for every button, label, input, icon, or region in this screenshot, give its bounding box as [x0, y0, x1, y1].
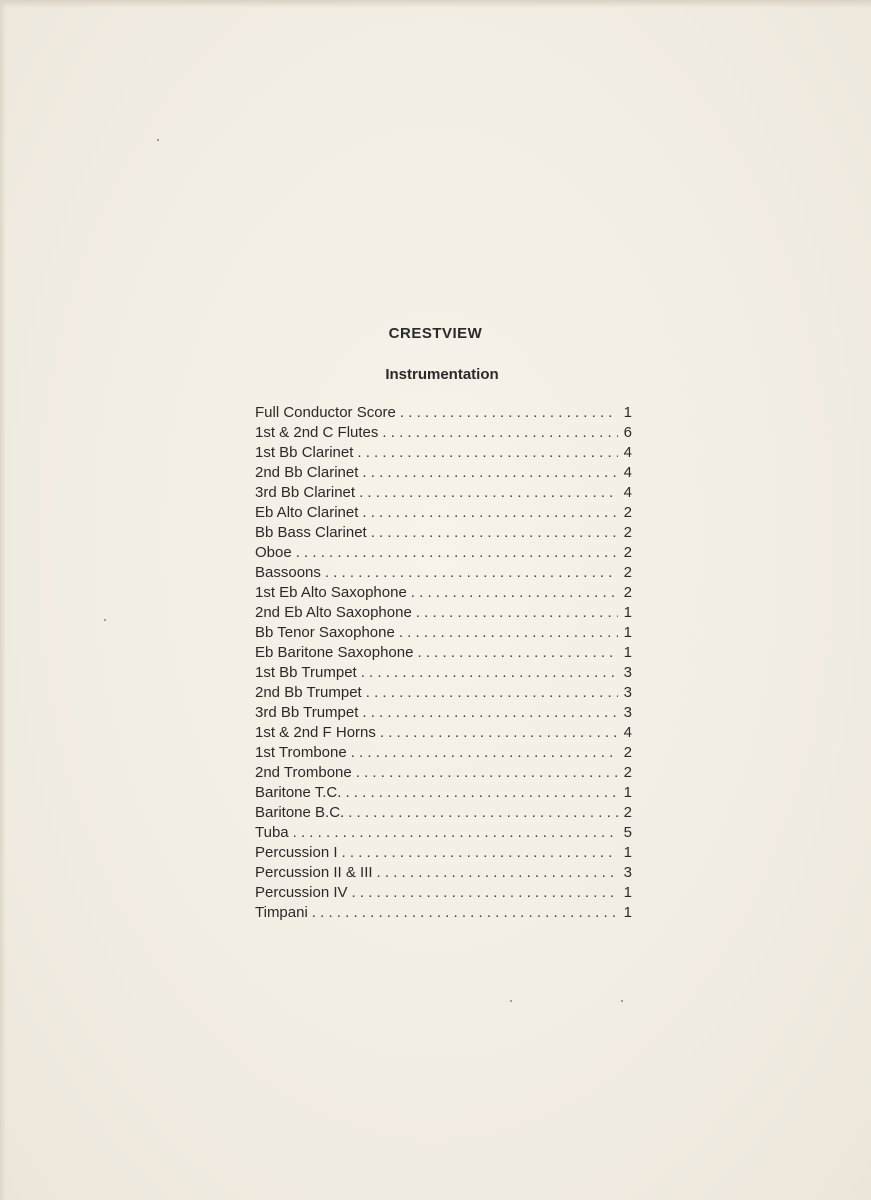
list-item	[255, 723, 632, 743]
instrument-name: Baritone T.C.	[255, 784, 342, 801]
list-item	[255, 523, 632, 543]
instrument-quantity: 1	[623, 404, 632, 421]
instrument-name: 2nd Trombone	[255, 764, 352, 781]
instrument-name: 1st Trombone	[255, 744, 347, 761]
instrument-name: Percussion II & III	[255, 864, 373, 881]
list-item	[255, 483, 632, 503]
list-item	[255, 903, 632, 923]
instrument-name: 3rd Bb Trumpet	[255, 704, 359, 721]
dot-leader	[356, 763, 618, 783]
dot-leader	[400, 403, 618, 423]
paper-speck	[157, 139, 159, 141]
instrument-quantity: 5	[623, 824, 632, 841]
instrument-quantity: 2	[623, 744, 632, 761]
dot-leader	[361, 663, 618, 683]
list-item	[255, 563, 632, 583]
dot-leader	[345, 783, 618, 803]
list-item	[255, 823, 632, 843]
instrument-name: Eb Alto Clarinet	[255, 504, 359, 521]
dot-leader	[362, 703, 618, 723]
dot-leader	[417, 643, 618, 663]
list-item	[255, 623, 632, 643]
list-item	[255, 583, 632, 603]
list-item	[255, 423, 632, 443]
paper-speck	[621, 1000, 623, 1002]
instrument-quantity: 3	[623, 704, 632, 721]
paper-top-edge	[0, 0, 871, 8]
list-item	[255, 603, 632, 623]
list-item	[255, 743, 632, 763]
list-item	[255, 883, 632, 903]
dot-leader	[359, 483, 618, 503]
dot-leader	[380, 723, 618, 743]
instrument-name: 3rd Bb Clarinet	[255, 484, 356, 501]
instrument-quantity: 2	[623, 544, 632, 561]
instrument-quantity: 4	[623, 444, 632, 461]
paper-speck	[104, 619, 106, 621]
list-item	[255, 683, 632, 703]
instrument-name: Percussion I	[255, 844, 338, 861]
dot-leader	[362, 463, 618, 483]
instrumentation-list	[255, 403, 632, 923]
dot-leader	[293, 823, 618, 843]
instrument-name: 2nd Bb Clarinet	[255, 464, 359, 481]
list-item	[255, 803, 632, 823]
instrument-name: Bb Bass Clarinet	[255, 524, 367, 541]
instrument-quantity: 6	[623, 424, 632, 441]
dot-leader	[377, 863, 618, 883]
instrument-quantity: 1	[623, 624, 632, 641]
instrument-name: 1st Bb Trumpet	[255, 664, 357, 681]
dot-leader	[399, 623, 618, 643]
instrument-quantity: 1	[623, 844, 632, 861]
list-item	[255, 703, 632, 723]
list-item	[255, 543, 632, 563]
section-heading: Instrumentation	[385, 366, 499, 383]
page-title: CRESTVIEW	[388, 325, 483, 342]
instrument-quantity: 1	[623, 644, 632, 661]
dot-leader	[411, 583, 618, 603]
instrument-name: Full Conductor Score	[255, 404, 396, 421]
instrument-name: Timpani	[255, 904, 308, 921]
instrument-name: 2nd Bb Trumpet	[255, 684, 362, 701]
instrument-name: Tuba	[255, 824, 289, 841]
instrument-name: Bb Tenor Saxophone	[255, 624, 395, 641]
dot-leader	[352, 883, 618, 903]
instrument-quantity: 3	[623, 864, 632, 881]
dot-leader	[351, 743, 618, 763]
dot-leader	[296, 543, 618, 563]
dot-leader	[342, 843, 618, 863]
instrument-name: Oboe	[255, 544, 292, 561]
instrument-name: Baritone B.C.	[255, 804, 345, 821]
instrument-quantity: 4	[623, 484, 632, 501]
list-item	[255, 663, 632, 683]
instrument-quantity: 2	[623, 564, 632, 581]
dot-leader	[348, 803, 618, 823]
dot-leader	[366, 683, 618, 703]
instrument-quantity: 1	[623, 904, 632, 921]
list-item	[255, 863, 632, 883]
instrument-quantity: 3	[623, 684, 632, 701]
instrument-quantity: 4	[623, 724, 632, 741]
paper-left-edge	[0, 0, 6, 1200]
dot-leader	[416, 603, 618, 623]
instrument-quantity: 1	[623, 604, 632, 621]
instrument-quantity: 2	[623, 764, 632, 781]
instrument-quantity: 2	[623, 504, 632, 521]
instrument-name: 1st Bb Clarinet	[255, 444, 354, 461]
list-item	[255, 783, 632, 803]
dot-leader	[325, 563, 618, 583]
instrument-name: Percussion IV	[255, 884, 348, 901]
instrument-name: 2nd Eb Alto Saxophone	[255, 604, 412, 621]
dot-leader	[362, 503, 618, 523]
instrument-name: 1st & 2nd F Horns	[255, 724, 376, 741]
paper-speck	[510, 1000, 512, 1002]
list-item	[255, 843, 632, 863]
list-item	[255, 463, 632, 483]
instrument-quantity: 2	[623, 524, 632, 541]
dot-leader	[382, 423, 618, 443]
instrument-quantity: 3	[623, 664, 632, 681]
instrument-name: Bassoons	[255, 564, 321, 581]
instrument-quantity: 1	[623, 884, 632, 901]
instrument-name: 1st Eb Alto Saxophone	[255, 584, 407, 601]
dot-leader	[312, 903, 618, 923]
instrument-quantity: 4	[623, 464, 632, 481]
list-item	[255, 643, 632, 663]
instrument-quantity: 2	[623, 584, 632, 601]
list-item	[255, 403, 632, 423]
instrument-quantity: 2	[623, 804, 632, 821]
dot-leader	[371, 523, 618, 543]
instrument-quantity: 1	[623, 784, 632, 801]
instrument-name: Eb Baritone Saxophone	[255, 644, 414, 661]
instrument-name: 1st & 2nd C Flutes	[255, 424, 379, 441]
list-item	[255, 443, 632, 463]
list-item	[255, 763, 632, 783]
list-item	[255, 503, 632, 523]
dot-leader	[357, 443, 618, 463]
